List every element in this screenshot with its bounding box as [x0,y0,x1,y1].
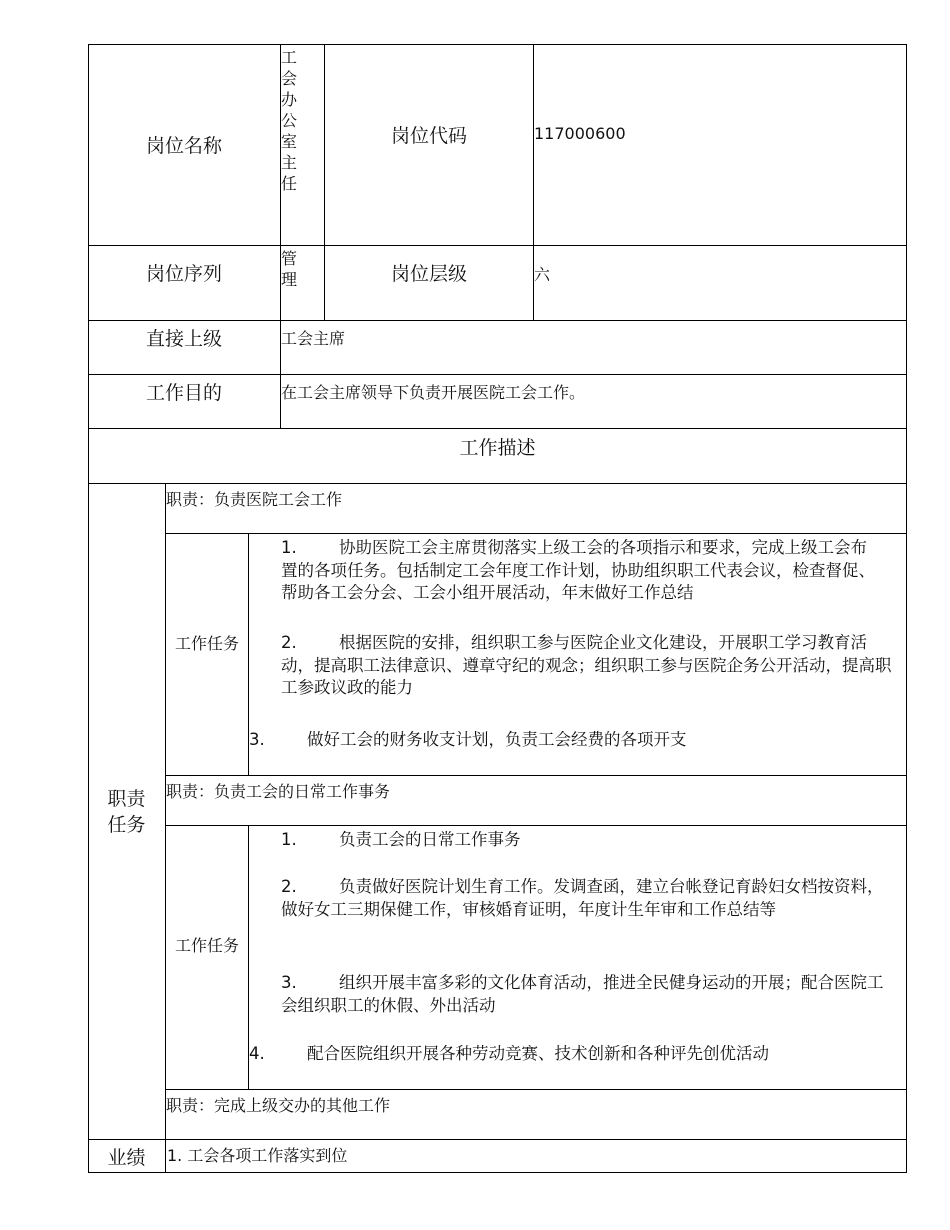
task-text: 根据医院的安排，组织职工参与医院企业文化建设，开展职工学习教育活动，提高职工法律意识、遵章守纪的观念；组织职工参与医院企务公开活动，提高职工参政议政的能力 [281,633,892,697]
task-num: 2. [281,633,297,652]
task-text: 配合医院组织开展各种劳动竞赛、技术创新和各种评先创优活动 [307,1044,769,1063]
row-perf-line [88,1139,907,1140]
duty-1-task-3 [249,729,889,752]
duty3-top-line [165,1089,907,1090]
task-num: 2. [281,877,297,896]
duty1-title-line [165,533,907,534]
task-text: 组织开展丰富多彩的文化体育活动，推进全民健身运动的开展；配合医院工会组织职工的休假、外出活动 [281,973,884,1015]
duty-1-task-1 [281,537,881,605]
task-text: 做好工会的财务收支计划，负责工会经费的各项开支 [307,730,687,749]
series-value [281,248,324,290]
duty-2-title: 职责：负责工会的日常工作事务 [166,782,391,801]
duty-2-task-2 [281,876,897,921]
task-text: 负责做好医院计划生育工作。发调查函，建立台帐登记育龄妇女档按资料，做好女工三期保健工作，审核婚育证明，年度计生年审和工作总结等 [281,877,884,919]
series-label: 岗位序列 [145,262,222,285]
duties-label-text: 职责任务 [107,787,146,836]
duty2-title-line [165,825,907,826]
task-num: 1. [281,830,297,849]
description-title: 工作描述 [459,436,536,459]
performance-item-1: 1. 工会各项工作落实到位 [167,1146,348,1165]
series-text: 管理 [281,249,298,289]
duty-3-title: 职责：完成上级交办的其他工作 [166,1096,391,1115]
duty-2-task-3 [281,972,886,1017]
task-text: 协助医院工会主席贯彻落实上级工会的各项指示和要求，完成上级工会布置的各项任务。包括制定工会年度工作计划，协助组织职工代表会议，检查督促、帮助各工会分会、工会小组开展活动，年末做好工作总结 [281,538,875,602]
level-value: 六 [534,265,551,284]
duties-label [88,484,165,1139]
performance-label: 业绩 [107,1147,146,1169]
task-num: 1. [281,538,297,557]
superior-label: 直接上级 [145,327,222,350]
duty-1-title: 职责：负责医院工会工作 [166,490,343,509]
purpose-label: 工作目的 [145,381,222,404]
post-name-label: 岗位名称 [145,135,222,157]
post-name-text: 工会办公室主任 [281,48,298,193]
superior-value: 工会主席 [281,329,346,348]
purpose-value: 在工会主席领导下负责开展医院工会工作。 [281,383,586,402]
task-num: 3. [249,730,265,749]
duty-2-task-label [166,826,248,1066]
duty-2-task-1 [281,829,881,852]
duty-1-task-2 [281,632,897,700]
post-code-label: 岗位代码 [390,124,467,147]
duty-1-task-label-text: 工作任务 [175,634,240,653]
duty2-top-line [165,775,907,776]
level-label: 岗位层级 [390,262,467,285]
task-num: 3. [281,973,297,992]
duty-2-task-label-text: 工作任务 [175,936,240,955]
row-5-line [88,483,907,484]
duty-2-task-4 [249,1043,889,1066]
task-num: 4. [249,1044,265,1063]
task-text: 负责工会的日常工作事务 [339,830,521,849]
duty-1-task-label [166,534,248,754]
post-name-value [281,47,324,245]
post-code-value: 117000600 [534,124,626,143]
